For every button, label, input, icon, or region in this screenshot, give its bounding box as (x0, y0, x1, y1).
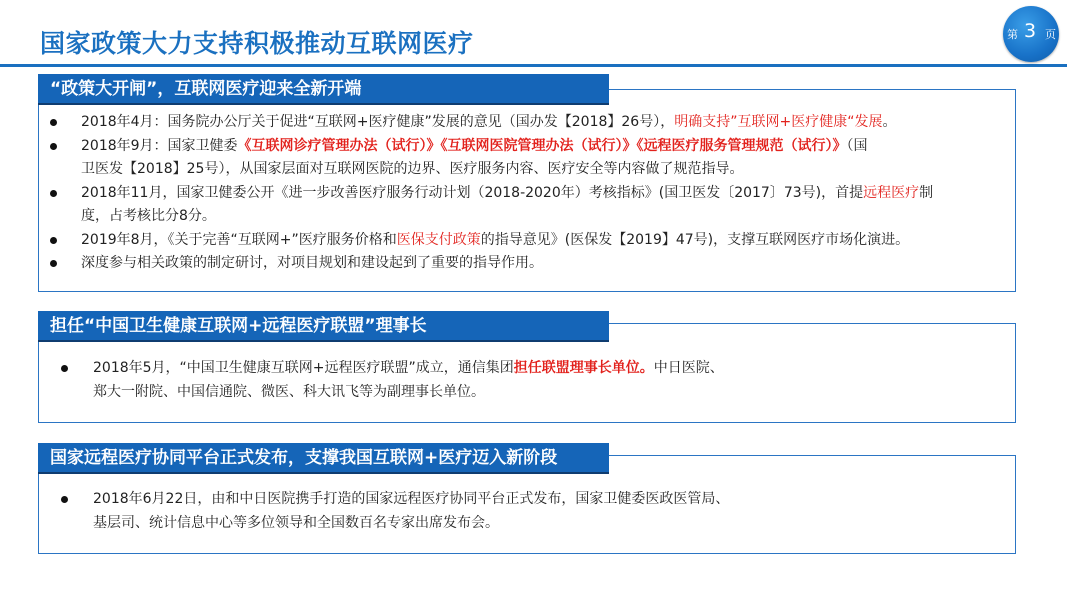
page-title: 国家政策大力支持积极推动互联网医疗 (40, 29, 474, 58)
section-heading-alliance: 担任“中国卫生健康互联网+远程医疗联盟”理事长 (38, 311, 609, 342)
highlight-text: 《互联网诊疗管理办法（试行）》《互联网医院管理办法（试行）》《远程医疗服务管理规范（试行）》 (237, 137, 847, 154)
bullet-line (93, 488, 993, 512)
bullet-text: 制 (919, 184, 934, 201)
bullet-line (93, 512, 993, 536)
bullet-item (81, 182, 1009, 229)
platform-bullet-list (93, 488, 993, 535)
page-suffix: 页 (1045, 28, 1056, 41)
highlight-text: 远程医疗 (863, 184, 920, 201)
section-heading-platform: 国家远程医疗协同平台正式发布，支撑我国互联网+医疗迈入新阶段 (38, 443, 609, 474)
bullet-text: 中日医院、 (653, 360, 724, 376)
bullet-line (81, 182, 1009, 206)
section-heading-policy: “政策大开闸”，互联网医疗迎来全新开端 (38, 74, 609, 105)
highlight-text: 担任联盟理事长单位。 (513, 360, 654, 376)
bullet-dot (50, 260, 57, 267)
bullet-text: 郑大一附院、中国信通院、微医、科大讯飞等为副理事长单位。 (93, 383, 485, 400)
bullet-item (93, 488, 993, 535)
bullet-line (93, 357, 993, 381)
bullet-text: 的指导意见》(医保发【2019】47号)，支撑互联网医疗市场化演进。 (480, 231, 910, 248)
bullet-line (81, 229, 1009, 253)
bullet-text: 2018年9月：国家卫健委 (81, 137, 238, 154)
bullet-text: 深度参与相关政策的制定研讨，对项目规划和建设起到了重要的指导作用。 (81, 255, 543, 271)
bullet-item (81, 252, 1009, 276)
bullet-line (93, 381, 993, 405)
bullet-item (81, 229, 1009, 253)
bullet-item (93, 357, 993, 404)
bullet-text: 2018年4月：国务院办公厅关于促进“互联网+医疗健康”发展的意见（国办发【2018】26号）， (81, 114, 675, 130)
bullet-line (81, 158, 1009, 182)
bullet-line (81, 135, 1009, 159)
bullet-line (81, 252, 1009, 276)
title-underline (0, 64, 1067, 67)
policy-bullet-list (81, 111, 1009, 276)
bullet-dot (50, 190, 57, 197)
bullet-text: 基层司、统计信息中心等多位领导和全国数百名专家出席发布会。 (93, 514, 499, 531)
bullet-text: 2018年6月22日，由和中日医院携手打造的国家远程医疗协同平台正式发布，国家卫健委医政医管局、 (93, 491, 730, 507)
bullet-text: 2018年11月，国家卫健委公开《进一步改善医疗服务行动计划（2018-2020年）考核指标》(国卫医发〔2017〕73号)，首提 (81, 184, 864, 201)
bullet-text: （国 (846, 137, 868, 154)
bullet-item (81, 135, 1009, 182)
bullet-dot (50, 143, 57, 150)
bullet-dot (50, 119, 57, 126)
highlight-text: 医保支付政策 (396, 231, 481, 248)
bullet-text: 。 (882, 114, 897, 130)
bullet-dot (61, 365, 68, 372)
alliance-bullet-list (93, 357, 993, 404)
bullet-text: 2018年5月，“中国卫生健康互联网+远程医疗联盟”成立，通信集团 (93, 360, 514, 376)
highlight-text: 明确支持”互联网+医疗健康“发展 (674, 114, 883, 130)
bullet-item (81, 111, 1009, 135)
bullet-text: 度，占考核比分8分。 (81, 208, 216, 224)
bullet-line (81, 205, 1009, 229)
bullet-line (81, 111, 1009, 135)
page-prefix: 第 (1007, 28, 1018, 41)
bullet-text: 2019年8月，《关于完善“互联网+”医疗服务价格和 (81, 231, 397, 248)
bullet-text: 卫医发【2018】25号），从国家层面对互联网医院的边界、医疗服务内容、医疗安全等内容做了规范指导。 (81, 161, 744, 177)
bullet-dot (50, 237, 57, 244)
page-number-badge (1003, 6, 1059, 62)
page-number: 3 (1024, 20, 1037, 42)
bullet-dot (61, 496, 68, 503)
